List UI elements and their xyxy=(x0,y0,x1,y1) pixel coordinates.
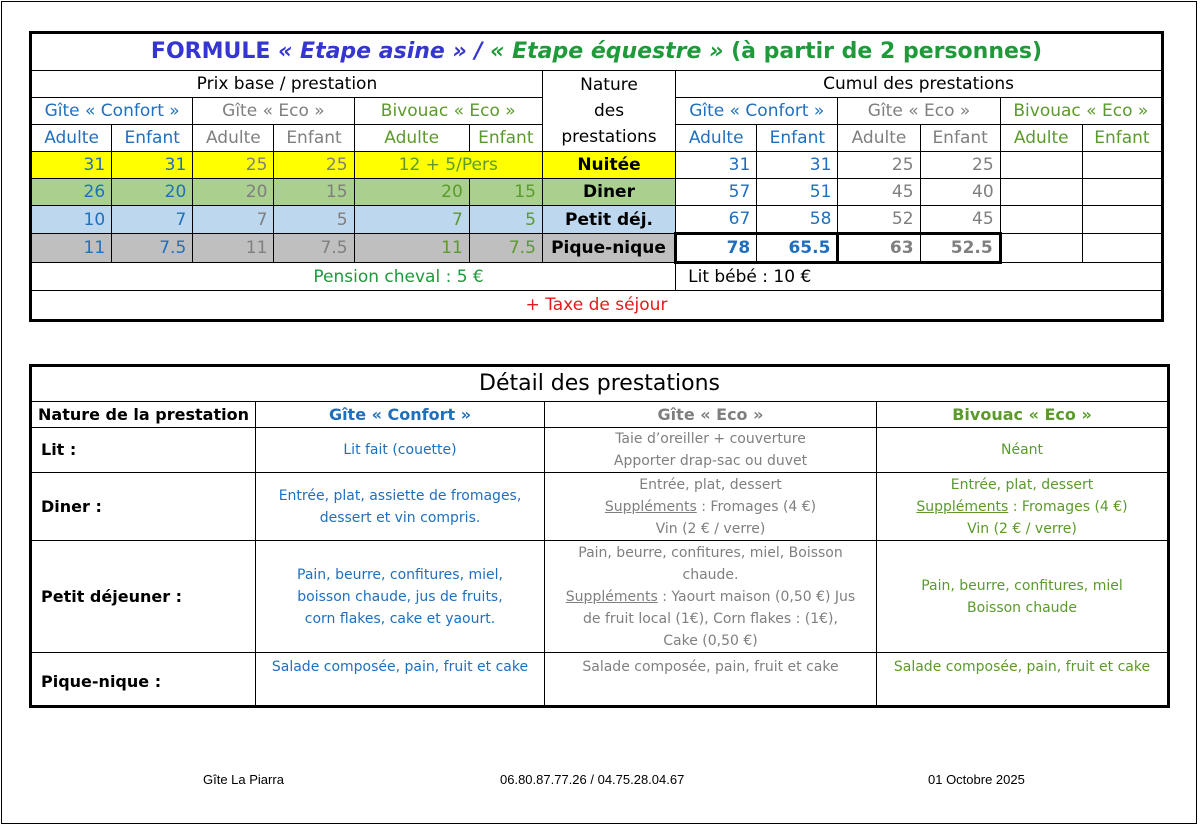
cell: 11 xyxy=(354,234,469,263)
cell: 58 xyxy=(757,206,838,234)
col-confort-header: Gîte « Confort » xyxy=(256,402,545,428)
petit-dej-confort xyxy=(256,541,545,653)
row-taxe xyxy=(31,291,1163,321)
col-nature-header: Nature de la prestation xyxy=(31,402,256,428)
detail-row-pique-nique xyxy=(31,653,1169,707)
total-confort-adulte: 78 xyxy=(676,234,757,263)
diner-confort-line1: Entrée, plat, assiette de fromages, xyxy=(278,487,522,504)
row-label-pique-nique: Pique-nique : xyxy=(31,653,256,707)
header-row-1 xyxy=(31,71,1163,98)
petit-dej-bivouac-line1: Pain, beurre, confitures, miel xyxy=(921,577,1123,594)
detail-row-lit xyxy=(31,428,1169,473)
diner-eco-line1: Entrée, plat, dessert xyxy=(639,476,782,493)
cell xyxy=(1082,234,1162,263)
cell: 11 xyxy=(193,234,274,263)
lit-confort: Lit fait (couette) xyxy=(256,428,545,473)
cell: 12 + 5/Pers xyxy=(354,152,542,179)
total-confort-enfant: 65.5 xyxy=(757,234,838,263)
cell: 40 xyxy=(920,179,1000,206)
diner-bivouac xyxy=(877,473,1169,541)
row-extras xyxy=(31,263,1163,291)
cell: 57 xyxy=(676,179,757,206)
base-eco-enfant: Enfant xyxy=(274,125,354,152)
footer-gite-name: Gîte La Piarra xyxy=(203,772,284,787)
lit-bivouac: Néant xyxy=(877,428,1169,473)
nature-nuitee: Nuitée xyxy=(542,152,675,179)
cumul-bivouac-adulte: Adulte xyxy=(1000,125,1082,152)
cumul-gite-eco-header: Gîte « Eco » xyxy=(838,98,1000,125)
cell: 20 xyxy=(112,179,193,206)
diner-eco-line3: Vin (2 € / verre) xyxy=(655,520,766,537)
detail-row-diner xyxy=(31,473,1169,541)
base-bivouac-enfant: Enfant xyxy=(469,125,542,152)
cell: 52 xyxy=(838,206,920,234)
lit-eco-line1: Taie d’oreiller + couverture xyxy=(615,431,806,447)
lit-eco-line2: Apporter drap-sac ou duvet xyxy=(613,453,808,469)
detail-table xyxy=(29,364,1170,708)
pension-cheval: Pension cheval : 5 € xyxy=(31,263,676,291)
base-confort-adulte: Adulte xyxy=(31,125,112,152)
cumul-gite-confort-header: Gîte « Confort » xyxy=(676,98,838,125)
petit-dej-bivouac xyxy=(877,541,1169,653)
cell xyxy=(1082,206,1162,234)
nature-pique-nique: Pique-nique xyxy=(542,234,675,263)
price-table-title-row xyxy=(31,33,1163,71)
footer-phones: 06.80.87.77.26 / 04.75.28.04.67 xyxy=(500,772,685,787)
pique-nique-bivouac: Salade composée, pain, fruit et cake xyxy=(877,653,1169,707)
row-nuitee xyxy=(31,152,1163,179)
row-petit-dej xyxy=(31,206,1163,234)
detail-row-petit-dej xyxy=(31,541,1169,653)
petit-dej-eco-line4: de fruit local (1€), Corn flakes : (1€), xyxy=(583,610,838,627)
cell xyxy=(1000,152,1082,179)
formule-title xyxy=(31,33,1163,71)
row-diner xyxy=(31,179,1163,206)
cell: 11 xyxy=(31,234,112,263)
diner-eco xyxy=(545,473,877,541)
total-eco-enfant: 52.5 xyxy=(920,234,1000,263)
base-bivouac-adulte: Adulte xyxy=(354,125,469,152)
taxe-sejour: + Taxe de séjour xyxy=(31,291,1163,321)
cumul-bivouac-enfant: Enfant xyxy=(1082,125,1162,152)
cell: 7 xyxy=(112,206,193,234)
petit-dej-eco-line1: Pain, beurre, confitures, miel, Boisson xyxy=(578,544,843,561)
cell xyxy=(1000,179,1082,206)
diner-confort xyxy=(256,473,545,541)
cell: 26 xyxy=(31,179,112,206)
cell xyxy=(1000,206,1082,234)
diner-confort-line2: dessert et vin compris. xyxy=(319,509,481,526)
cumul-header: Cumul des prestations xyxy=(676,71,1163,98)
petit-dej-eco-supplements: Suppléments xyxy=(565,588,658,605)
petit-dej-confort-line2: boisson chaude, jus de fruits, xyxy=(297,588,503,605)
cell: 7 xyxy=(193,206,274,234)
cell: 25 xyxy=(838,152,920,179)
cell: 51 xyxy=(757,179,838,206)
cell: 25 xyxy=(274,152,354,179)
total-eco-adulte: 63 xyxy=(838,234,920,263)
row-label-diner: Diner : xyxy=(31,473,256,541)
cell: 7.5 xyxy=(469,234,542,263)
row-label-petit-dej: Petit déjeuner : xyxy=(31,541,256,653)
col-bivouac-header: Bivouac « Eco » xyxy=(877,402,1169,428)
cell: 15 xyxy=(469,179,542,206)
cumul-bivouac-eco-header: Bivouac « Eco » xyxy=(1000,98,1162,125)
nature-header xyxy=(542,71,675,152)
cell: 25 xyxy=(920,152,1000,179)
petit-dej-confort-line3: corn flakes, cake et yaourt. xyxy=(304,610,496,627)
cell: 31 xyxy=(31,152,112,179)
cell: 7.5 xyxy=(112,234,193,263)
cell: 20 xyxy=(193,179,274,206)
cell xyxy=(1000,234,1082,263)
nature-petit-dej: Petit déj. xyxy=(542,206,675,234)
formule-label: FORMULE xyxy=(150,39,271,64)
cell: 20 xyxy=(354,179,469,206)
nature-header-line2: des xyxy=(593,101,625,121)
cell: 67 xyxy=(676,206,757,234)
base-eco-adulte: Adulte xyxy=(193,125,274,152)
cell: 31 xyxy=(676,152,757,179)
footer-date: 01 Octobre 2025 xyxy=(928,772,1025,787)
petit-dej-eco-line2: chaude. xyxy=(682,566,739,583)
cell: 7.5 xyxy=(274,234,354,263)
cumul-eco-adulte: Adulte xyxy=(838,125,920,152)
diner-bivouac-line3: Vin (2 € / verre) xyxy=(967,520,1077,537)
cell xyxy=(1082,152,1162,179)
row-label-lit: Lit : xyxy=(31,428,256,473)
cell: 5 xyxy=(469,206,542,234)
nature-header-line3: prestations xyxy=(561,127,657,147)
base-gite-eco-header: Gîte « Eco » xyxy=(193,98,354,125)
cumul-confort-enfant: Enfant xyxy=(757,125,838,152)
nature-header-line1: Nature xyxy=(580,75,638,95)
personnes-label: (à partir de 2 personnes) xyxy=(723,39,1043,64)
diner-eco-supplements-detail: : Fromages (4 €) xyxy=(696,498,817,515)
petit-dej-eco-supplements-detail: : Yaourt maison (0,50 €) Jus xyxy=(657,588,856,605)
base-bivouac-eco-header: Bivouac « Eco » xyxy=(354,98,542,125)
cell xyxy=(1082,179,1162,206)
detail-title-row xyxy=(31,366,1169,402)
price-table xyxy=(29,31,1164,322)
etape-equestre-label: « Etape équestre » xyxy=(490,39,724,64)
cumul-eco-enfant: Enfant xyxy=(920,125,1000,152)
diner-bivouac-supplements-detail: : Fromages (4 €) xyxy=(1008,498,1128,515)
diner-bivouac-supplements: Suppléments xyxy=(916,498,1009,515)
pique-nique-confort: Salade composée, pain, fruit et cake xyxy=(256,653,545,707)
cell: 25 xyxy=(193,152,274,179)
title-separator: / xyxy=(466,39,491,64)
detail-header-row xyxy=(31,402,1169,428)
diner-bivouac-line1: Entrée, plat, dessert xyxy=(950,476,1094,493)
base-gite-confort-header: Gîte « Confort » xyxy=(31,98,193,125)
diner-eco-supplements: Suppléments xyxy=(604,498,697,515)
cell: 5 xyxy=(274,206,354,234)
petit-dej-eco xyxy=(545,541,877,653)
cell: 15 xyxy=(274,179,354,206)
pique-nique-eco: Salade composée, pain, fruit et cake xyxy=(545,653,877,707)
base-confort-enfant: Enfant xyxy=(112,125,193,152)
detail-title: Détail des prestations xyxy=(31,366,1169,402)
cell: 45 xyxy=(838,179,920,206)
lit-bebe: Lit bébé : 10 € xyxy=(676,263,1163,291)
cumul-confort-adulte: Adulte xyxy=(676,125,757,152)
cell: 31 xyxy=(757,152,838,179)
etape-asine-label: « Etape asine » xyxy=(278,39,467,64)
row-pique-nique xyxy=(31,234,1163,263)
lit-eco xyxy=(545,428,877,473)
petit-dej-confort-line1: Pain, beurre, confitures, miel, xyxy=(297,566,503,583)
cell: 31 xyxy=(112,152,193,179)
cell: 45 xyxy=(920,206,1000,234)
prix-base-header: Prix base / prestation xyxy=(31,71,543,98)
petit-dej-eco-line5: Cake (0,50 €) xyxy=(663,632,758,649)
col-eco-header: Gîte « Eco » xyxy=(545,402,877,428)
nature-diner: Diner xyxy=(542,179,675,206)
cell: 7 xyxy=(354,206,469,234)
cell: 10 xyxy=(31,206,112,234)
petit-dej-bivouac-line2: Boisson chaude xyxy=(966,599,1078,616)
